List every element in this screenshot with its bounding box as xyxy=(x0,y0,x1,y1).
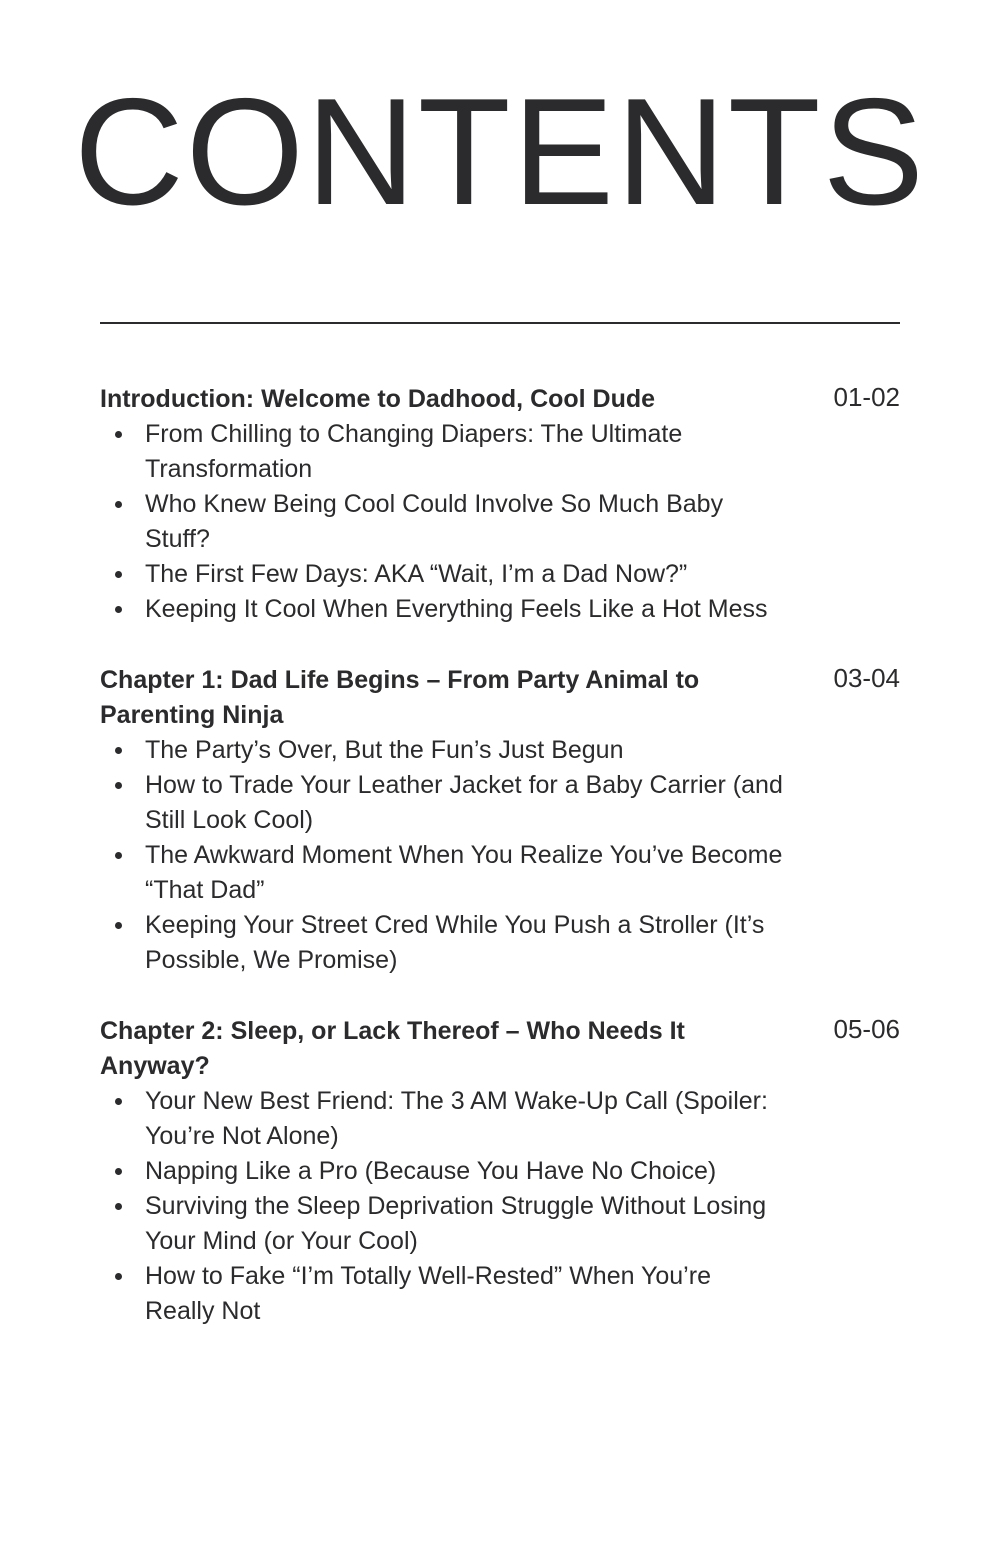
page-range: 03-04 xyxy=(833,663,900,693)
topic-item[interactable] xyxy=(100,733,785,768)
topic-label: The Party’s Over, But the Fun’s Just Begun xyxy=(145,736,624,764)
topic-item[interactable] xyxy=(100,1259,785,1329)
title-divider xyxy=(100,322,900,324)
topic-label: Keeping It Cool When Everything Feels Like a Hot Mess xyxy=(145,595,768,623)
topic-item[interactable] xyxy=(100,768,785,838)
bullet-icon xyxy=(115,1098,122,1105)
topic-item[interactable] xyxy=(100,908,785,978)
section-title[interactable]: Introduction: Welcome to Dadhood, Cool Dude xyxy=(100,385,656,413)
topic-item[interactable] xyxy=(100,1154,785,1189)
bullet-icon xyxy=(115,1203,122,1210)
topic-list xyxy=(100,417,900,627)
bullet-icon xyxy=(115,501,122,508)
section-title[interactable]: Chapter 1: Dad Life Begins – From Party Animal to Parenting Ninja xyxy=(100,666,700,729)
topic-item[interactable] xyxy=(100,838,785,908)
bullet-icon xyxy=(115,606,122,613)
topic-label: Keeping Your Street Cred While You Push a Stroller (It’s Possible, We Promise) xyxy=(145,911,765,974)
bullet-icon xyxy=(115,922,122,929)
page-title: CONTENTS xyxy=(74,67,926,237)
topic-label: Surviving the Sleep Deprivation Struggle Without Losing Your Mind (or Your Cool) xyxy=(145,1192,767,1255)
topic-item[interactable] xyxy=(100,1189,785,1259)
topic-label: From Chilling to Changing Diapers: The Ultimate Transformation xyxy=(145,420,683,483)
topic-item[interactable] xyxy=(100,417,785,487)
topic-list xyxy=(100,733,900,978)
toc-section-chapter-2 xyxy=(100,1014,900,1329)
topic-list xyxy=(100,1084,900,1329)
topic-item[interactable] xyxy=(100,1084,785,1154)
topic-label: Your New Best Friend: The 3 AM Wake-Up Call (Spoiler: You’re Not Alone) xyxy=(145,1087,768,1150)
topic-label: Napping Like a Pro (Because You Have No Choice) xyxy=(145,1157,717,1185)
toc-section-introduction xyxy=(100,382,900,627)
section-title[interactable]: Chapter 2: Sleep, or Lack Thereof – Who Needs It Anyway? xyxy=(100,1017,685,1080)
bullet-icon xyxy=(115,431,122,438)
page-range: 05-06 xyxy=(833,1014,900,1044)
page-range: 01-02 xyxy=(833,382,900,412)
topic-label: How to Fake “I’m Totally Well-Rested” When You’re Really Not xyxy=(145,1262,711,1325)
topic-label: The First Few Days: AKA “Wait, I’m a Dad Now?” xyxy=(145,560,688,588)
toc-section-chapter-1 xyxy=(100,663,900,978)
bullet-icon xyxy=(115,1168,122,1175)
topic-item[interactable] xyxy=(100,592,785,627)
section-header xyxy=(100,382,900,417)
section-header xyxy=(100,663,900,733)
bullet-icon xyxy=(115,782,122,789)
topic-label: Who Knew Being Cool Could Involve So Much Baby Stuff? xyxy=(145,490,724,553)
section-header xyxy=(100,1014,900,1084)
bullet-icon xyxy=(115,1273,122,1280)
bullet-icon xyxy=(115,747,122,754)
table-of-contents xyxy=(100,382,900,1365)
topic-label: The Awkward Moment When You Realize You’ve Become “That Dad” xyxy=(145,841,783,904)
topic-item[interactable] xyxy=(100,557,785,592)
bullet-icon xyxy=(115,571,122,578)
topic-item[interactable] xyxy=(100,487,785,557)
topic-label: How to Trade Your Leather Jacket for a Baby Carrier (and Still Look Cool) xyxy=(145,771,783,834)
bullet-icon xyxy=(115,852,122,859)
